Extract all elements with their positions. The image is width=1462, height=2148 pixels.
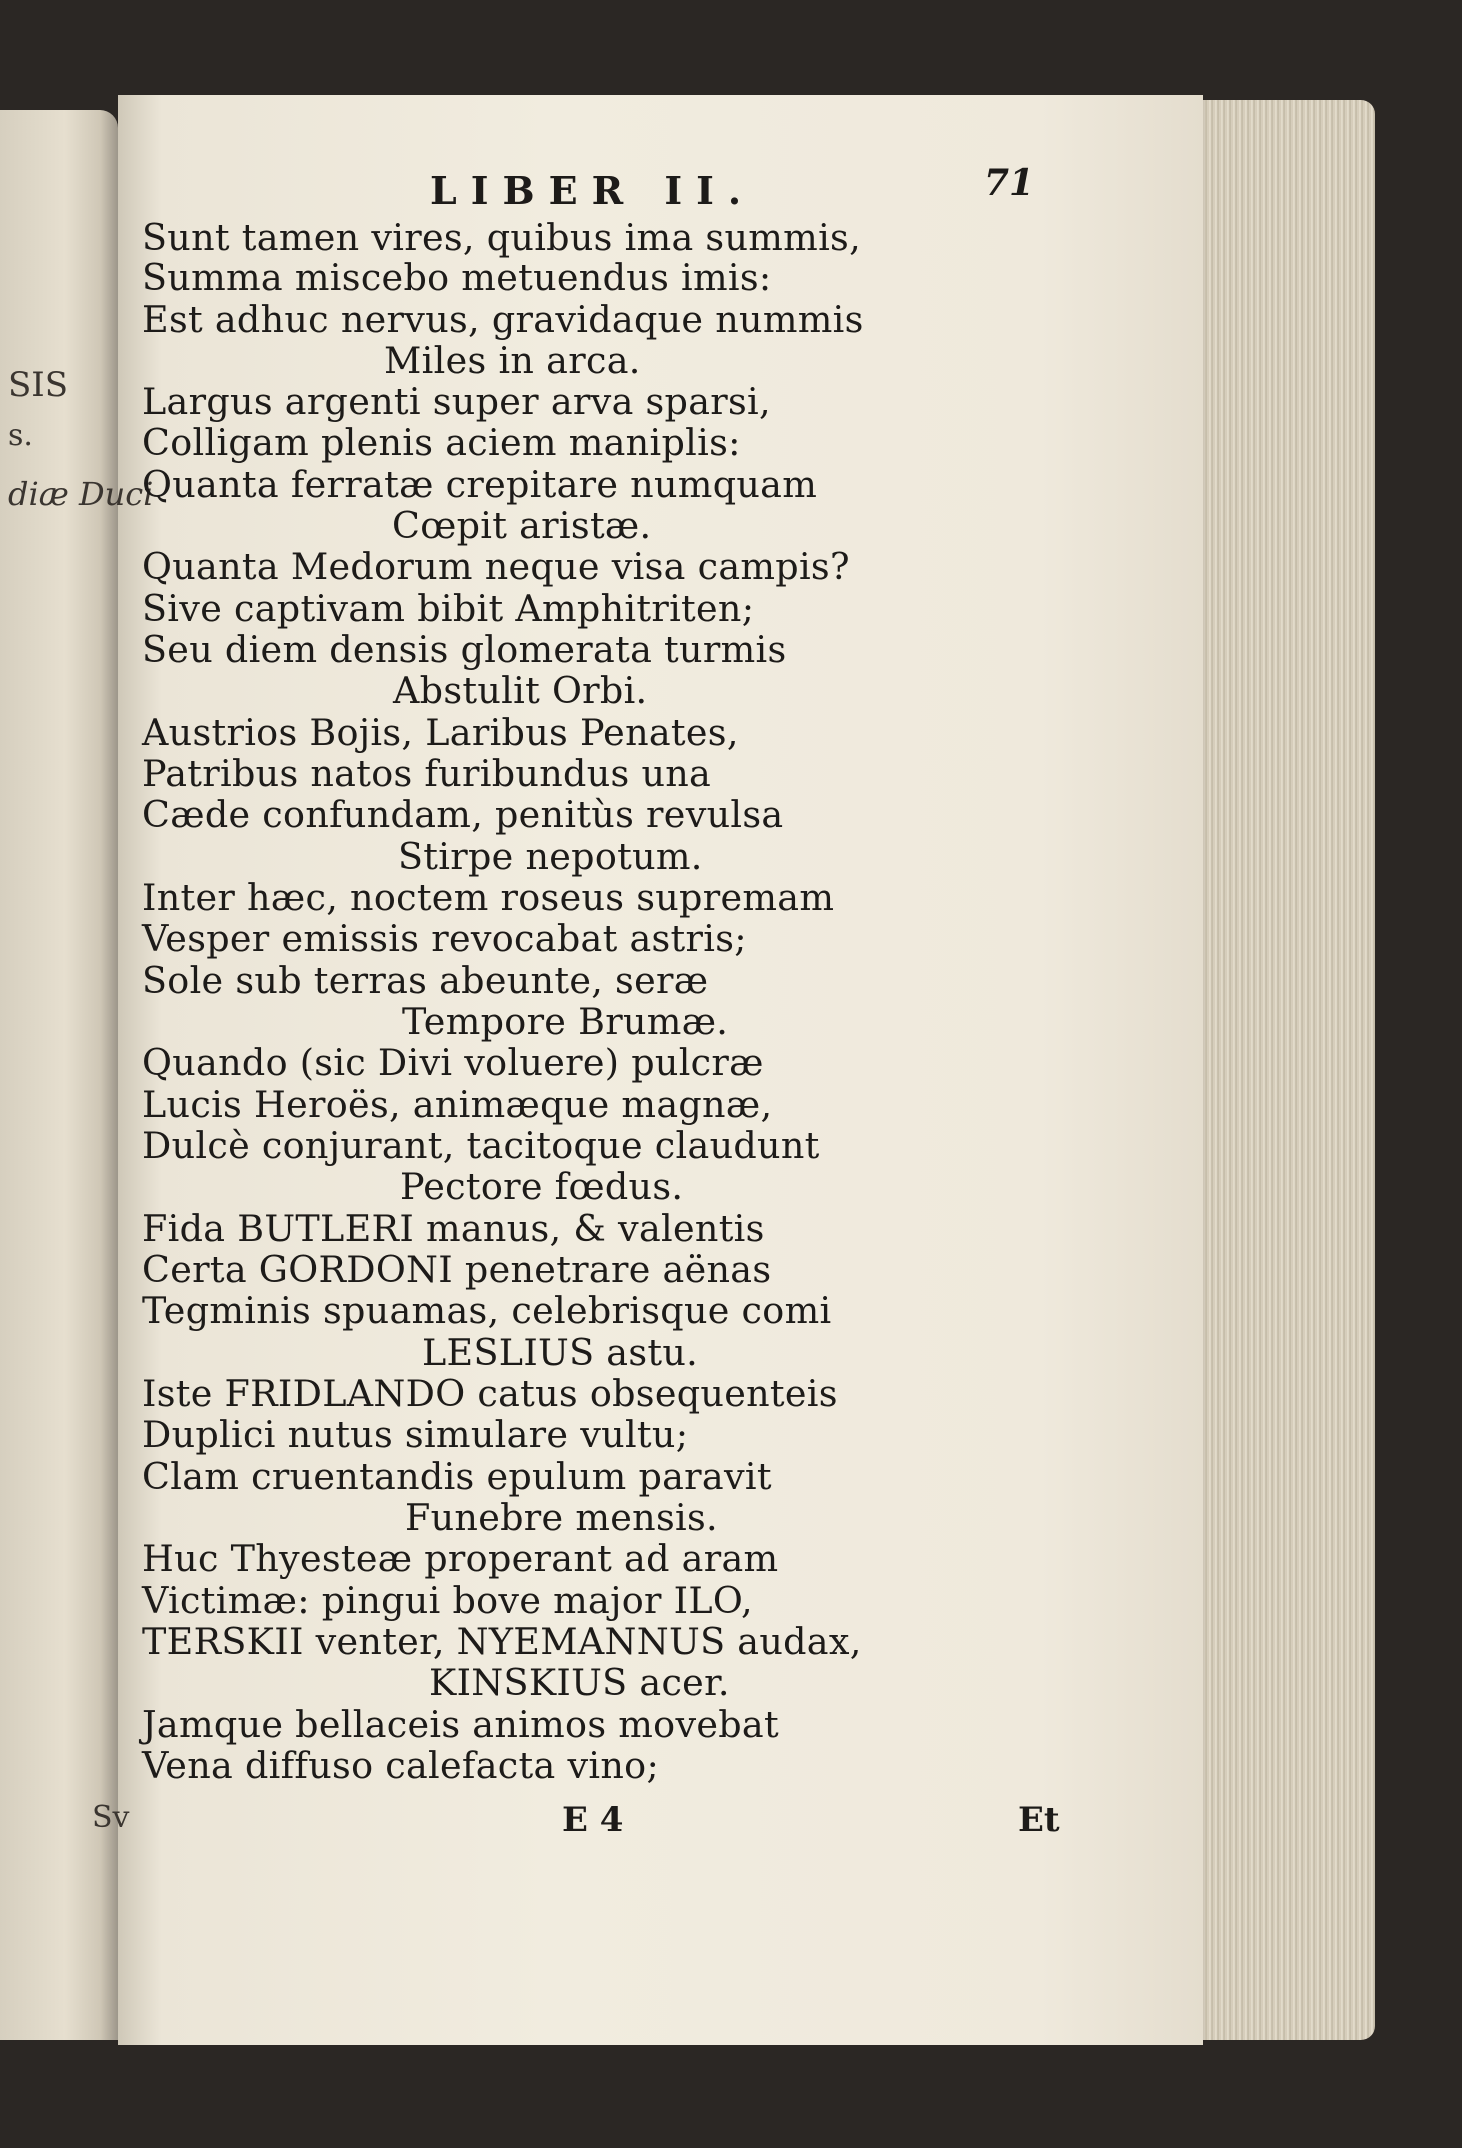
poem-line: Clam cruentandis epulum paravit: [142, 1455, 772, 1498]
poem-line: Duplici nutus simulare vultu;: [142, 1413, 689, 1456]
poem-line: Colligam plenis aciem maniplis:: [142, 421, 741, 464]
poem-line: Vena diffuso calefacta vino;: [142, 1744, 660, 1787]
poem-line: Fida BUTLERI manus, & valentis: [142, 1207, 765, 1250]
poem-line: Miles in arca.: [384, 339, 641, 382]
poem-line: Funebre mensis.: [405, 1496, 718, 1539]
poem-line: Largus argenti super arva sparsi,: [142, 380, 771, 423]
poem-line: Cæde confundam, penitùs revulsa: [142, 793, 784, 836]
poem-line: Tempore Brumæ.: [402, 1000, 729, 1043]
poem-line: Certa GORDONI penetrare aënas: [142, 1248, 772, 1291]
signature-mark: E 4: [562, 1800, 624, 1840]
poem-line: Vesper emissis revocabat astris;: [142, 917, 747, 960]
left-page-fragment: SIS: [8, 365, 69, 405]
running-title: LIBER II.: [430, 168, 756, 213]
poem-line: Austrios Bojis, Laribus Penates,: [142, 711, 739, 754]
catchword: Et: [1018, 1800, 1060, 1840]
poem-line: Pectore fœdus.: [400, 1165, 684, 1208]
poem-line: TERSKII venter, NYEMANNUS audax,: [142, 1620, 862, 1663]
poem-line: Cœpit aristæ.: [392, 504, 652, 547]
poem-line: Inter hæc, noctem roseus supremam: [142, 876, 835, 919]
poem-line: Quando (sic Divi voluere) pulcræ: [142, 1041, 764, 1084]
left-page-fragment: diæ Duci: [8, 475, 154, 513]
poem-line: Quanta ferratæ crepitare numquam: [142, 463, 818, 506]
poem-line: Lucis Heroës, animæque magnæ,: [142, 1083, 773, 1126]
left-page-fragment: Sv: [92, 1800, 130, 1835]
poem-line: Stirpe nepotum.: [398, 835, 703, 878]
left-page-fragment: s.: [8, 418, 33, 453]
poem-line: Quanta Medorum neque visa campis?: [142, 545, 850, 588]
poem-line: KINSKIUS acer.: [429, 1661, 730, 1704]
poem-line: Seu diem densis glomerata turmis: [142, 628, 787, 671]
poem-line: Est adhuc nervus, gravidaque nummis: [142, 298, 864, 341]
poem-line: Victimæ: pingui bove major ILO,: [142, 1579, 753, 1622]
poem-line: Iste FRIDLANDO catus obsequenteis: [142, 1372, 838, 1415]
poem-line: Sole sub terras abeunte, seræ: [142, 959, 709, 1002]
poem-line: Summa miscebo metuendus imis:: [142, 256, 772, 299]
poem-line: LESLIUS astu.: [422, 1331, 699, 1374]
poem-line: Patribus natos furibundus una: [142, 752, 712, 795]
poem-line: Sive captivam bibit Amphitriten;: [142, 587, 755, 630]
poem-line: Dulcè conjurant, tacitoque claudunt: [142, 1124, 820, 1167]
poem-line: Sunt tamen vires, quibus ima summis,: [142, 216, 861, 259]
poem-line: Huc Thyesteæ properant ad aram: [142, 1537, 779, 1580]
poem-line: Jamque bellaceis animos movebat: [142, 1703, 779, 1746]
poem-line: Tegminis spuamas, celebrisque comi: [142, 1289, 832, 1332]
poem-line: Abstulit Orbi.: [393, 669, 648, 712]
page-number: 71: [984, 162, 1035, 204]
